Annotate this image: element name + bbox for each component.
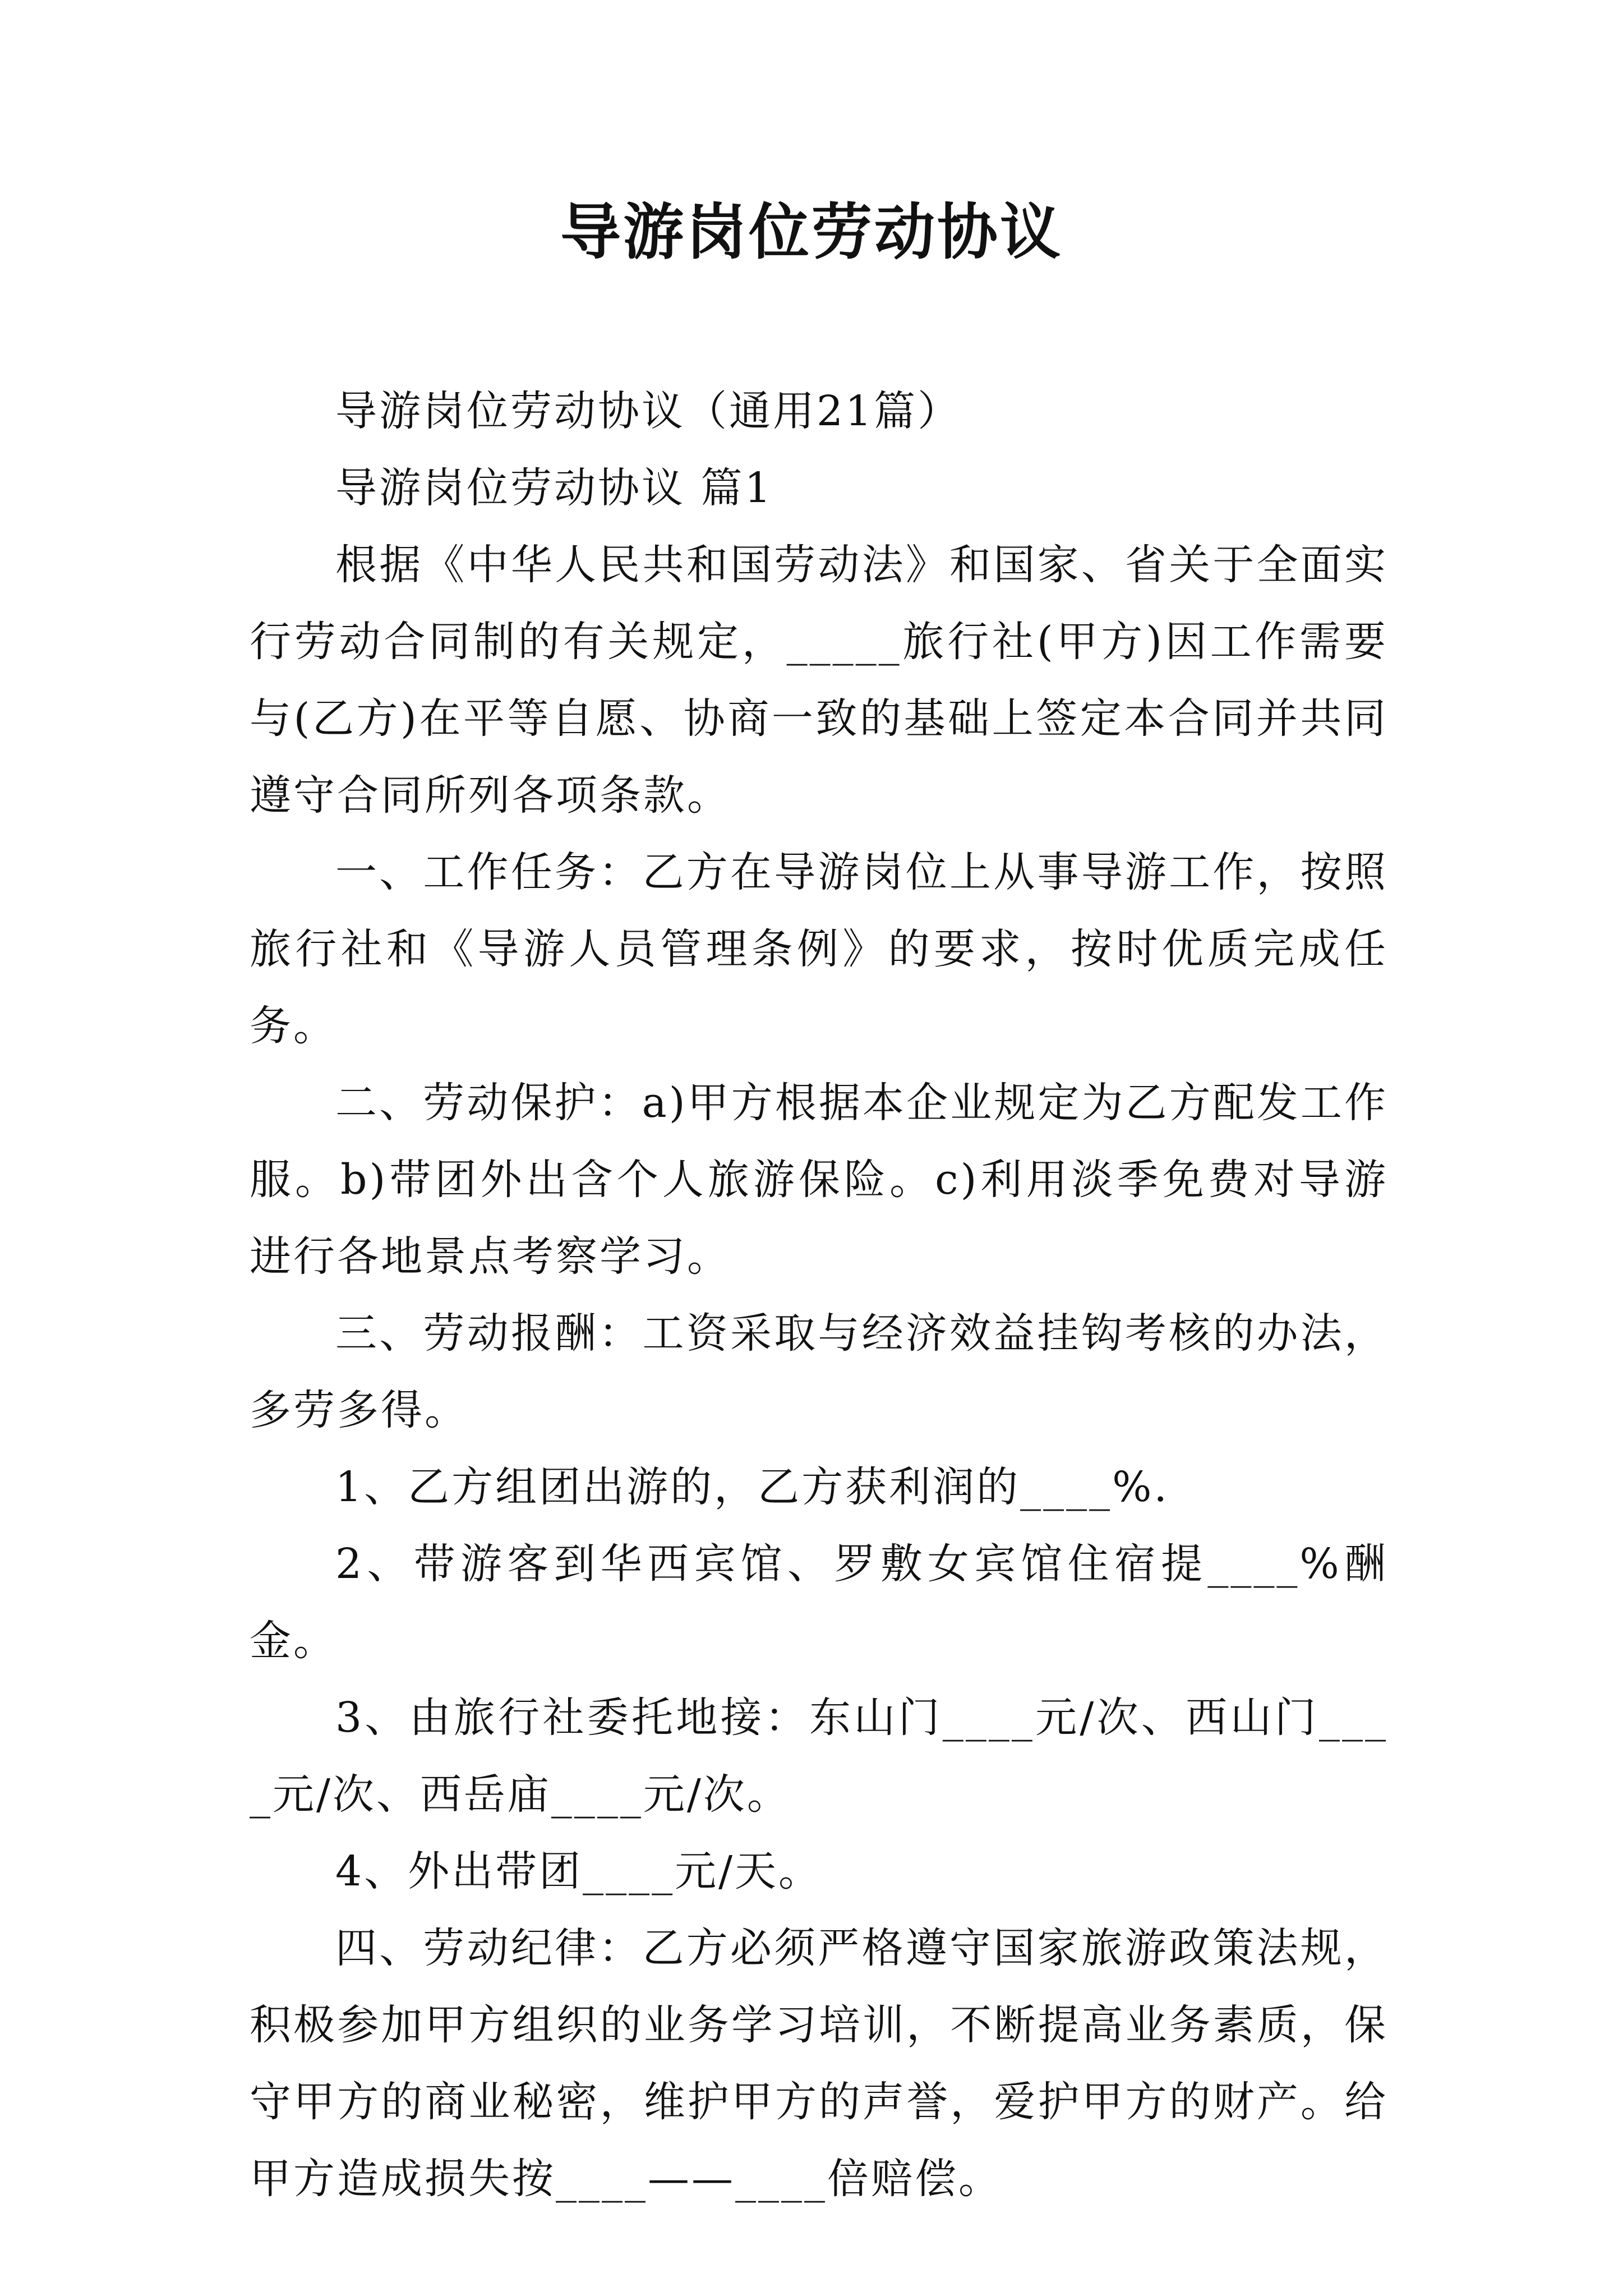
paragraph-remuneration: 三、劳动报酬：工资采取与经济效益挂钩考核的办法，多劳多得。 bbox=[250, 1309, 1388, 1434]
document-body bbox=[250, 373, 1388, 2217]
paragraph-subtitle: 导游岗位劳动协议（通用21篇） bbox=[335, 387, 962, 435]
paragraph-item-3: 3、由旅行社委托地接：东山门____元/次、西山门____元/次、西岳庙____元/次。 bbox=[250, 1694, 1388, 1819]
paragraph-item-1: 1、乙方组团出游的，乙方获利润的____%. bbox=[335, 1463, 1169, 1511]
document-title: 导游岗位劳动协议 bbox=[560, 197, 1063, 268]
paragraph-section-heading: 导游岗位劳动协议 篇1 bbox=[335, 464, 773, 512]
paragraph-preamble: 根据《中华人民共和国劳动法》和国家、省关于全面实行劳动合同制的有关规定，_____旅行社(甲方)因工作需要与(乙方)在平等自愿、协商一致的基础上签定本合同并共同遵守合同所列各项条款。 bbox=[250, 541, 1388, 820]
paragraph-item-2: 2、带游客到华西宾馆、罗敷女宾馆住宿提____%酬金。 bbox=[250, 1540, 1388, 1665]
paragraph-labor-discipline: 四、劳动纪律：乙方必须严格遵守国家旅游政策法规，积极参加甲方组织的业务学习培训，不断提高业务素质，保守甲方的商业秘密，维护甲方的声誉，爱护甲方的财产。给甲方造成损失按____——____倍赔偿。 bbox=[250, 1924, 1388, 2203]
paragraph-labor-protection: 二、劳动保护：a)甲方根据本企业规定为乙方配发工作服。b)带团外出含个人旅游保险。c)利用淡季免费对导游进行各地景点考察学习。 bbox=[250, 1079, 1388, 1281]
paragraph-work-task: 一、工作任务：乙方在导游岗位上从事导游工作，按照旅行社和《导游人员管理条例》的要求，按时优质完成任务。 bbox=[250, 848, 1388, 1050]
paragraph-item-4: 4、外出带团____元/天。 bbox=[335, 1847, 823, 1895]
